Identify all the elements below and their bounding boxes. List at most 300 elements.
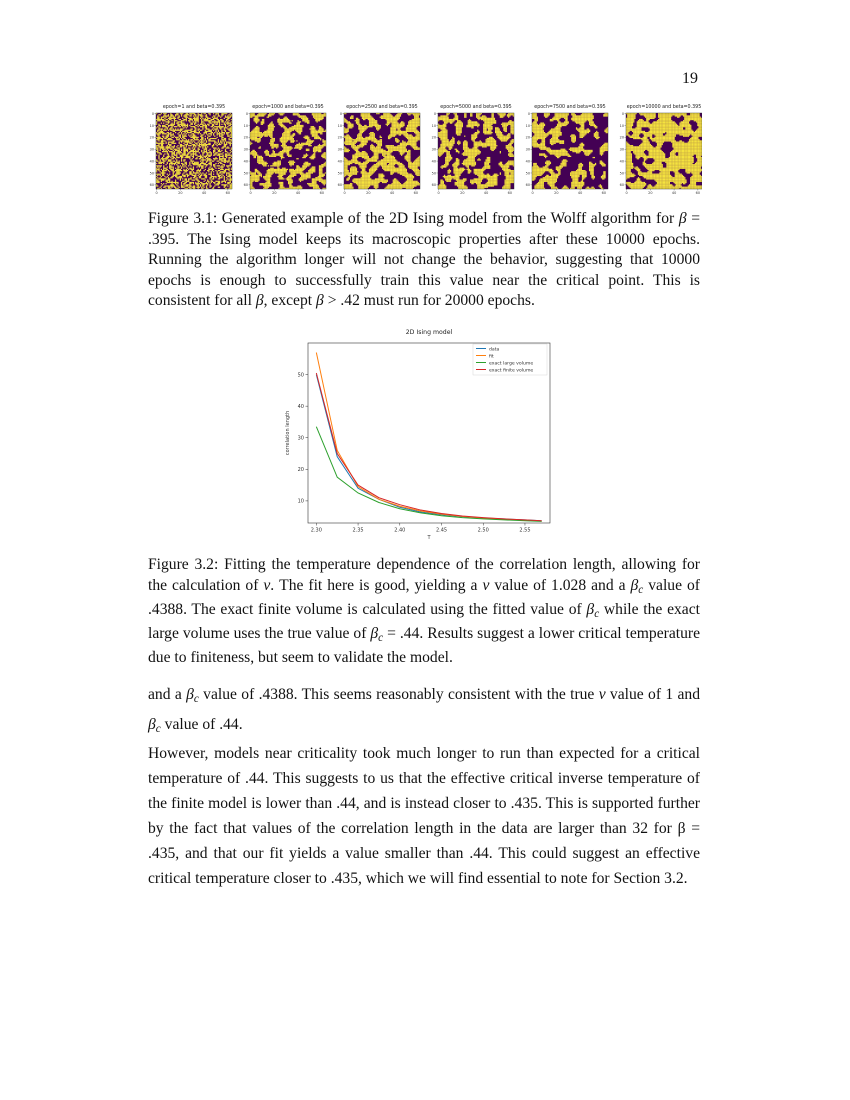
spin-up-cell [161, 163, 162, 164]
spin-up-cell [305, 157, 306, 158]
spin-up-cell [225, 131, 226, 132]
spin-up-cell [290, 187, 291, 188]
spin-up-cell [271, 174, 272, 175]
spin-up-cell [361, 138, 362, 139]
spin-up-cell [293, 175, 294, 176]
spin-up-cell [257, 158, 258, 159]
spin-up-cell [355, 140, 356, 141]
spin-up-cell [190, 169, 191, 170]
spin-up-cell [157, 139, 158, 140]
spin-up-cell [209, 133, 210, 134]
spin-up-cell [308, 145, 309, 146]
spin-up-cell [261, 134, 262, 135]
spin-up-cell [160, 147, 161, 148]
spin-up-cell [173, 128, 174, 129]
spin-up-cell [193, 161, 194, 162]
spin-up-cell [307, 163, 308, 164]
spin-up-cell [273, 145, 274, 146]
spin-up-cell [376, 126, 377, 127]
spin-up-cell [307, 162, 308, 163]
spin-up-cell [218, 170, 219, 171]
spin-up-cell [193, 171, 194, 172]
spin-up-cell [348, 136, 349, 137]
spin-up-cell [220, 136, 221, 137]
spin-up-cell [224, 138, 225, 139]
spin-up-cell [300, 125, 301, 126]
spin-up-cell [271, 165, 272, 166]
spin-up-cell [300, 171, 301, 172]
spin-up-cell [305, 165, 306, 166]
spin-up-cell [195, 118, 196, 119]
spin-up-cell [258, 128, 259, 129]
spin-up-cell [252, 174, 253, 175]
spin-up-cell [212, 124, 213, 125]
spin-up-cell [394, 131, 395, 132]
spin-up-cell [201, 117, 202, 118]
spin-up-cell [261, 137, 262, 138]
spin-up-cell [255, 131, 256, 132]
spin-up-cell [205, 145, 206, 146]
spin-up-cell [158, 163, 159, 164]
spin-up-cell [157, 145, 158, 146]
spin-up-cell [268, 172, 269, 173]
spin-up-cell [225, 145, 226, 146]
spin-up-cell [409, 124, 410, 125]
spin-up-cell [302, 174, 303, 175]
spin-up-cell [289, 156, 290, 157]
spin-up-cell [174, 143, 175, 144]
spin-up-cell [252, 181, 253, 182]
spin-up-cell [167, 134, 168, 135]
spin-up-cell [392, 115, 393, 116]
spin-up-cell [371, 126, 372, 127]
y-tick-label: 10 [149, 123, 154, 128]
spin-up-cell [376, 124, 377, 125]
spin-up-cell [183, 119, 184, 120]
spin-up-cell [189, 145, 190, 146]
spin-up-cell [175, 120, 176, 121]
spin-up-cell [281, 183, 282, 184]
spin-up-cell [258, 158, 259, 159]
spin-up-cell [227, 183, 228, 184]
spin-up-cell [405, 146, 406, 147]
spin-up-cell [389, 145, 390, 146]
spin-up-cell [198, 145, 199, 146]
spin-up-cell [261, 132, 262, 133]
spin-up-cell [270, 139, 271, 140]
spin-up-cell [209, 159, 210, 160]
spin-up-cell [263, 134, 264, 135]
spin-up-cell [416, 146, 417, 147]
spin-up-cell [414, 128, 415, 129]
spin-up-cell [204, 125, 205, 126]
spin-up-cell [282, 119, 283, 120]
spin-up-cell [352, 143, 353, 144]
spin-up-cell [170, 133, 171, 134]
spin-up-cell [201, 139, 202, 140]
spin-up-cell [405, 136, 406, 137]
spin-up-cell [350, 139, 351, 140]
spin-up-cell [182, 125, 183, 126]
spin-up-cell [405, 132, 406, 133]
spin-up-cell [256, 131, 257, 132]
spin-up-cell [378, 142, 379, 143]
spin-up-cell [267, 163, 268, 164]
spin-up-cell [202, 144, 203, 145]
spin-up-cell [220, 156, 221, 157]
spin-up-cell [223, 161, 224, 162]
spin-up-cell [399, 145, 400, 146]
spin-up-cell [166, 133, 167, 134]
spin-up-cell [207, 128, 208, 129]
spin-up-cell [286, 136, 287, 137]
spin-up-cell [284, 140, 285, 141]
spin-up-cell [206, 144, 207, 145]
spin-up-cell [414, 118, 415, 119]
spin-up-cell [282, 172, 283, 173]
spin-up-cell [186, 185, 187, 186]
spin-up-cell [368, 119, 369, 120]
spin-up-cell [170, 166, 171, 167]
spin-up-cell [193, 145, 194, 146]
spin-up-cell [348, 139, 349, 140]
spin-up-cell [293, 142, 294, 143]
spin-up-cell [403, 147, 404, 148]
spin-up-cell [302, 180, 303, 181]
spin-up-cell [369, 118, 370, 119]
spin-up-cell [161, 172, 162, 173]
spin-up-cell [370, 115, 371, 116]
spin-up-cell [388, 115, 389, 116]
spin-up-cell [195, 158, 196, 159]
spin-up-cell [206, 114, 207, 115]
spin-up-cell [275, 172, 276, 173]
spin-up-cell [299, 127, 300, 128]
spin-up-cell [377, 130, 378, 131]
spin-up-cell [199, 166, 200, 167]
spin-up-cell [202, 125, 203, 126]
spin-up-cell [319, 151, 320, 152]
spin-up-cell [170, 145, 171, 146]
spin-up-cell [381, 137, 382, 138]
spin-up-cell [401, 121, 402, 122]
spin-up-cell [180, 176, 181, 177]
spin-up-cell [196, 125, 197, 126]
spin-up-cell [227, 124, 228, 125]
spin-up-cell [193, 169, 194, 170]
spin-up-cell [371, 147, 372, 148]
spin-up-cell [271, 134, 272, 135]
spin-up-cell [252, 131, 253, 132]
spin-up-cell [214, 138, 215, 139]
spin-up-cell [320, 115, 321, 116]
spin-up-cell [198, 117, 199, 118]
spin-up-cell [171, 170, 172, 171]
spin-up-cell [290, 147, 291, 148]
spin-up-cell [348, 137, 349, 138]
spin-up-cell [298, 120, 299, 121]
spin-up-cell [281, 123, 282, 124]
spin-up-cell [314, 131, 315, 132]
spin-up-cell [292, 126, 293, 127]
spin-up-cell [202, 124, 203, 125]
spin-up-cell [230, 182, 231, 183]
spin-up-cell [202, 157, 203, 158]
spin-up-cell [230, 176, 231, 177]
spin-up-cell [167, 156, 168, 157]
spin-up-cell [407, 133, 408, 134]
spin-up-cell [163, 156, 164, 157]
spin-up-cell [200, 170, 201, 171]
spin-up-cell [395, 125, 396, 126]
spin-up-cell [173, 134, 174, 135]
spin-up-cell [221, 153, 222, 154]
spin-up-cell [180, 140, 181, 141]
spin-up-cell [209, 118, 210, 119]
spin-up-cell [314, 181, 315, 182]
spin-up-cell [309, 145, 310, 146]
spin-up-cell [258, 140, 259, 141]
spin-up-cell [219, 149, 220, 150]
spin-up-cell [324, 164, 325, 165]
spin-up-cell [186, 119, 187, 120]
spin-up-cell [413, 121, 414, 122]
spin-up-cell [265, 177, 266, 178]
spin-up-cell [205, 118, 206, 119]
spin-up-cell [171, 185, 172, 186]
spin-up-cell [212, 138, 213, 139]
spin-up-cell [199, 140, 200, 141]
spin-up-cell [358, 137, 359, 138]
spin-up-cell [198, 137, 199, 138]
spin-up-cell [227, 134, 228, 135]
spin-up-cell [264, 134, 265, 135]
spin-up-cell [166, 126, 167, 127]
spin-up-cell [199, 143, 200, 144]
spin-up-cell [202, 126, 203, 127]
spin-up-cell [257, 131, 258, 132]
spin-up-cell [290, 176, 291, 177]
spin-up-cell [276, 171, 277, 172]
spin-up-cell [314, 157, 315, 158]
spin-up-cell [188, 152, 189, 153]
spin-up-cell [292, 164, 293, 165]
spin-up-cell [358, 136, 359, 137]
spin-up-cell [283, 168, 284, 169]
spin-up-cell [211, 132, 212, 133]
spin-up-cell [252, 176, 253, 177]
spin-up-cell [262, 119, 263, 120]
spin-up-cell [349, 143, 350, 144]
spin-up-cell [292, 137, 293, 138]
spin-up-cell [205, 130, 206, 131]
spin-up-cell [258, 162, 259, 163]
spin-up-cell [209, 185, 210, 186]
spin-up-cell [314, 182, 315, 183]
spin-up-cell [200, 175, 201, 176]
spin-up-cell [284, 138, 285, 139]
spin-up-cell [177, 152, 178, 153]
spin-up-cell [181, 166, 182, 167]
spin-up-cell [221, 181, 222, 182]
spin-up-cell [356, 139, 357, 140]
spin-up-cell [264, 178, 265, 179]
spin-up-cell [163, 166, 164, 167]
spin-up-cell [359, 124, 360, 125]
spin-up-cell [317, 147, 318, 148]
spin-up-cell [396, 114, 397, 115]
spin-up-cell [318, 185, 319, 186]
spin-up-cell [255, 133, 256, 134]
spin-up-cell [226, 123, 227, 124]
spin-up-cell [268, 169, 269, 170]
spin-up-cell [176, 157, 177, 158]
spin-up-cell [281, 151, 282, 152]
spin-up-cell [321, 171, 322, 172]
spin-up-cell [163, 130, 164, 131]
spin-up-cell [403, 142, 404, 143]
spin-up-cell [322, 131, 323, 132]
spin-up-cell [174, 136, 175, 137]
spin-up-cell [196, 158, 197, 159]
spin-up-cell [164, 176, 165, 177]
spin-up-cell [397, 119, 398, 120]
spin-up-cell [358, 121, 359, 122]
spin-up-cell [219, 157, 220, 158]
spin-up-cell [254, 156, 255, 157]
spin-up-cell [192, 182, 193, 183]
spin-up-cell [174, 152, 175, 153]
spin-up-cell [208, 156, 209, 157]
spin-up-cell [273, 125, 274, 126]
spin-up-cell [369, 137, 370, 138]
spin-up-cell [416, 126, 417, 127]
spin-up-cell [202, 178, 203, 179]
spin-up-cell [395, 117, 396, 118]
spin-up-cell [195, 176, 196, 177]
spin-up-cell [183, 152, 184, 153]
spin-up-cell [255, 176, 256, 177]
spin-up-cell [262, 162, 263, 163]
spin-up-cell [167, 153, 168, 154]
spin-up-cell [289, 176, 290, 177]
spin-up-cell [345, 139, 346, 140]
spin-up-cell [157, 143, 158, 144]
spin-up-cell [369, 136, 370, 137]
spin-up-cell [392, 133, 393, 134]
spin-up-cell [220, 166, 221, 167]
spin-up-cell [407, 125, 408, 126]
spin-up-cell [206, 115, 207, 116]
spin-up-cell [306, 119, 307, 120]
spin-up-cell [413, 119, 414, 120]
spin-up-cell [158, 178, 159, 179]
spin-up-cell [260, 157, 261, 158]
spin-up-cell [415, 133, 416, 134]
spin-up-cell [251, 131, 252, 132]
spin-up-cell [321, 147, 322, 148]
spin-up-cell [162, 147, 163, 148]
spin-up-cell [185, 153, 186, 154]
spin-up-cell [306, 149, 307, 150]
spin-up-cell [277, 169, 278, 170]
spin-up-cell [290, 180, 291, 181]
spin-up-cell [284, 131, 285, 132]
spin-up-cell [175, 126, 176, 127]
spin-up-cell [258, 175, 259, 176]
spin-up-cell [381, 139, 382, 140]
spin-up-cell [207, 124, 208, 125]
spin-up-cell [293, 161, 294, 162]
spin-up-cell [396, 131, 397, 132]
spin-up-cell [251, 176, 252, 177]
spin-up-cell [261, 136, 262, 137]
spin-up-cell [269, 132, 270, 133]
spin-up-cell [402, 123, 403, 124]
spin-up-cell [227, 133, 228, 134]
spin-up-cell [224, 171, 225, 172]
spin-up-cell [162, 178, 163, 179]
spin-up-cell [290, 175, 291, 176]
spin-up-cell [201, 162, 202, 163]
spin-up-cell [194, 120, 195, 121]
spin-up-cell [296, 130, 297, 131]
spin-up-cell [270, 176, 271, 177]
spin-up-cell [219, 133, 220, 134]
spin-up-cell [399, 130, 400, 131]
spin-up-cell [157, 166, 158, 167]
spin-up-cell [387, 145, 388, 146]
spin-up-cell [284, 145, 285, 146]
spin-up-cell [252, 151, 253, 152]
spin-up-cell [204, 144, 205, 145]
spin-up-cell [308, 123, 309, 124]
spin-up-cell [378, 147, 379, 148]
spin-up-cell [182, 163, 183, 164]
spin-up-cell [395, 126, 396, 127]
spin-up-cell [283, 142, 284, 143]
spin-up-cell [207, 180, 208, 181]
spin-up-cell [224, 144, 225, 145]
spin-up-cell [160, 128, 161, 129]
spin-up-cell [296, 170, 297, 171]
spin-up-cell [262, 158, 263, 159]
spin-up-cell [209, 143, 210, 144]
spin-up-cell [317, 136, 318, 137]
spin-up-cell [162, 162, 163, 163]
spin-up-cell [261, 156, 262, 157]
spin-up-cell [270, 168, 271, 169]
spin-up-cell [261, 114, 262, 115]
spin-up-cell [314, 185, 315, 186]
spin-up-cell [283, 139, 284, 140]
spin-up-cell [276, 172, 277, 173]
spin-up-cell [209, 163, 210, 164]
spin-up-cell [198, 181, 199, 182]
spin-up-cell [309, 185, 310, 186]
spin-up-cell [193, 168, 194, 169]
spin-up-cell [175, 170, 176, 171]
spin-up-cell [189, 182, 190, 183]
spin-up-cell [290, 183, 291, 184]
spin-up-cell [175, 163, 176, 164]
spin-up-cell [279, 120, 280, 121]
spin-up-cell [414, 130, 415, 131]
spin-up-cell [260, 163, 261, 164]
spin-up-cell [176, 146, 177, 147]
spin-up-cell [357, 124, 358, 125]
spin-up-cell [307, 175, 308, 176]
